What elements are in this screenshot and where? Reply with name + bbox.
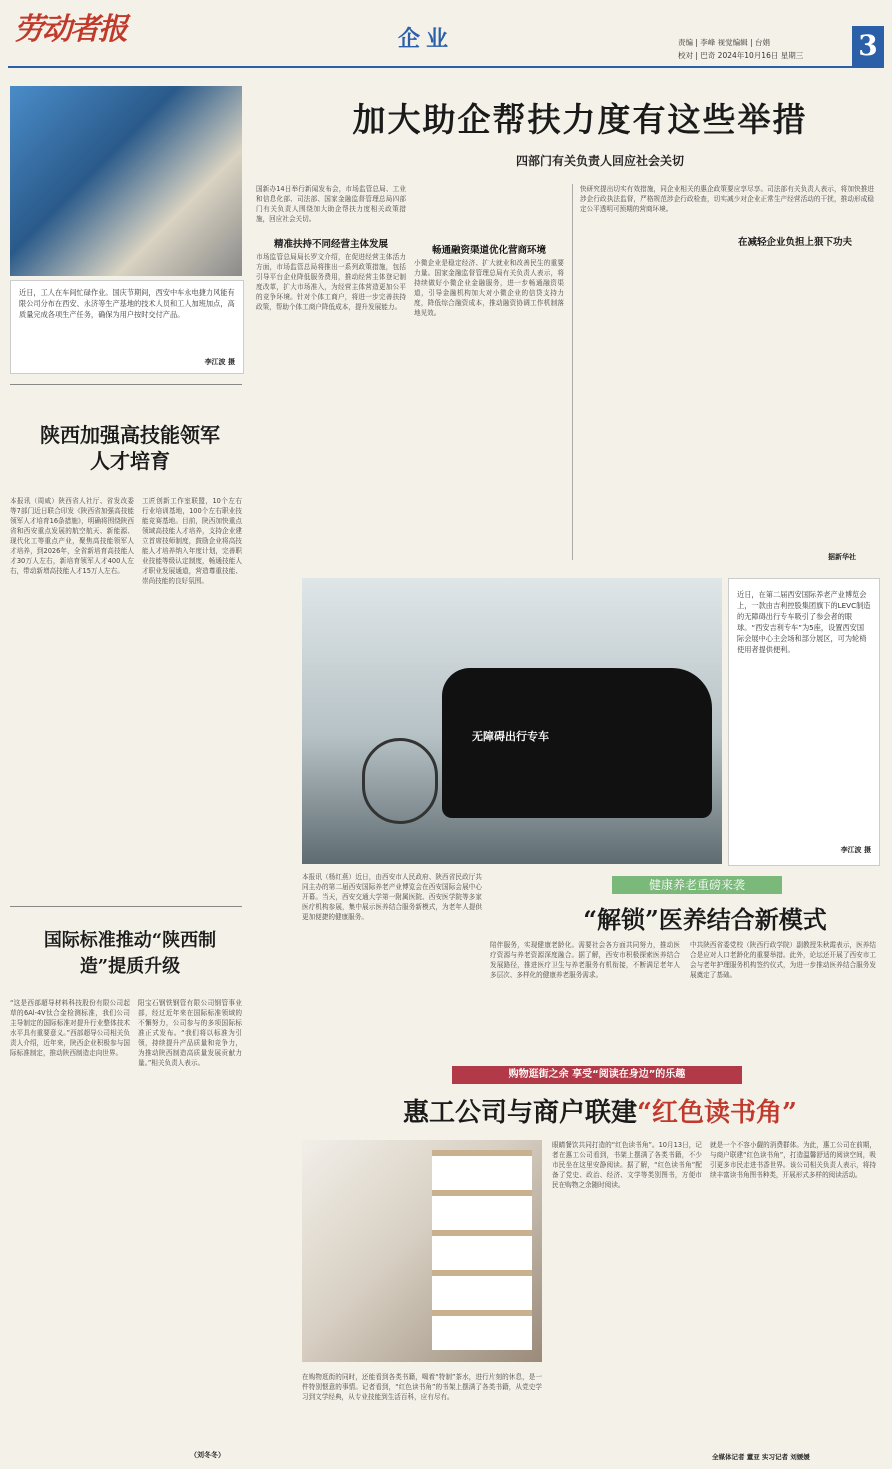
story5-col-c: 在购物逛街的同时，还能看到各类书籍，喝着“特制”茶水，进行片刻的休息，是一件特别惬意的事情。记者看到，“红色读书角”的书架上摆满了各类书籍，从党史学习到文学经典，从专业技能到生活百科，应有尽有。 [302,1373,542,1401]
car-sign: 无障碍出行专车 [472,730,549,743]
photo2-caption-box [728,578,880,866]
story2-title: 陕西加强高技能领军人才培育 [40,423,220,473]
story3-col-b: 阳宝石钢铁钢管有限公司钢管事业部，经过近年来在国际标准领域的不懈努力，公司参与的多项国际标准正式发布。“我们将以标准为引领，持续提升产品质量和竞争力，为推动陕西制造高质量发展贡献力量。”相关负责人表示。 [138,999,242,1067]
top-story-subhead-1: 精准扶持不同经营主体发展 [273,239,388,250]
photo-reading-corner [302,1140,542,1362]
story3-credit: （刘冬冬） [190,1451,225,1459]
top-story-lead: 国新办14日举行新闻发布会，市场监管总局、工业和信息化部、司法部、国家金融监督管理总局四部门有关负责人围绕加大助企帮扶力度相关政策措施，回应社会关切。 [256,185,406,223]
section-title: 企业 [398,26,455,52]
wheelchair [362,738,438,824]
top-story-col-c-2 [720,250,870,550]
top-story-subhead-2: 畅通融资渠道优化营商环境 [431,245,546,256]
story2-col-a: 本报讯（周咸）陕西省人社厅、省发改委等7部门近日联合印发《陕西省加强高技能领军人才培育16条措施》，明确将围绕陕西省和西安重点发展的航空航天、新能源、现代化工等重点产业，聚焦高技能领军人才培养，到2026年，全省新培育高技能人才30万人左右，新培育领军人才400人左右，带动新增高技能人才15万人左右。 [10,497,134,575]
photo2-credit: 李江波 摄 [840,846,871,854]
story5-kicker: 购物逛街之余 享受“阅读在身边”的乐趣 [452,1066,742,1084]
photo1-caption: 近日，工人在车间忙碌作业。国庆节期间，西安中车永电捷力风能有限公司分布在西安、永济等生产基地的技术人员和工人加班加点，高质量完成各项生产任务，确保为用户按时交付产品。 [19,288,235,319]
top-story-subhead-3: 在减轻企业负担上狠下功夫 [737,237,852,248]
top-story-col-c: 快研究提出切实有效措施，同企业相关的惠企政策要应享尽享。司法部有关负责人表示，将加快推进涉企行政执法监督，严格规范涉企行政检查，切实减少对企业正常生产经营活动的干扰，推动形成稳定公平透明可预期的营商环境。 [580,185,874,213]
photo1-caption-box [10,280,244,374]
masthead-logo: 劳动者报 [14,12,126,47]
story4-col-a: 本报讯（杨红燕）近日，由西安市人民政府、陕西省民政厅共同主办的第二届西安国际养老产业博览会在西安国际会展中心开幕。当天，西安交通大学第一附属医院、西安医学院等多家医疗机构参展，集中展示医养结合服务新模式，为老年人提供更加便捷的健康服务。 [302,873,482,921]
divider [10,384,242,385]
story5-col-b: 就是一个不容小觑的消费群体。为此，惠工公司在前期，与商户联建“红色读书角”，打造温馨舒适的阅读空间，吸引更多市民走进书香世界。该公司相关负责人表示，将持续丰富读书角图书种类，开展形式多样的阅读活动。 [710,1141,876,1179]
story4-title: “解锁”医养结合新模式 [583,905,827,934]
meta-line-1: 责编 | 李峰 视觉编辑 | 台娟 [678,38,770,47]
story4-col-c: 中共陕西省委党校（陕西行政学院）副教授朱秋霞表示，医养结合是应对人口老龄化的重要举措。此外，论坛还开展了西安市工会与老年护理服务机构签约仪式，为进一步推动医养结合服务发展奠定了基础。 [690,941,876,979]
story3-col-a: “这是西部超导材料科技股份有限公司起草的6Al-4V钛合金检测标准，我们公司主导制定的国际标准对提升行业整体技术水平具有重要意义。”西部超导公司相关负责人介绍，近年来，陕西企业积极参与国际标准制定，推动陕西制造走向世界。 [10,999,130,1057]
top-story-title: 加大助企帮扶力度有这些举措 [352,100,808,139]
top-story-credit: 据新华社 [828,553,856,561]
story5-col-a: 眼睛餐饮共同打造的“红色读书角”。10月13日，记者在惠工公司看到，书架上摆满了各类书籍，不少市民坐在这里安静阅读。据了解，“红色读书角”配备了党史、政治、经济、文学等类别图书，方便市民在购物之余随时阅读。 [552,1141,702,1189]
page-meta [678,36,838,62]
photo-workshop [10,86,242,276]
photo2-caption: 近日，在第二届西安国际养老产业博览会上，一款由吉利控股集团旗下的LEVC制造的无障碍出行专车吸引了参会者的眼球。“西安吉利专车”为5座，设置西安国际会展中心主会场和部分展区，可为轮椅使用者提供便利。 [737,590,871,654]
story4-kicker: 健康养老重磅来袭 [612,876,782,894]
story4-col-b: 陪伴服务，实现健康老龄化。需要社会各方面共同努力，推动医疗资源与养老资源深度融合。据了解，西安市积极探索医养结合发展路径，推进医疗卫生与养老服务有机衔接，不断满足老年人多层次、多样化的健康养老服务需求。 [490,941,680,979]
story5-title-part1: 惠工公司与商户联建 [403,1098,638,1128]
divider [10,906,242,907]
story5-credit: 全媒体记者 董亚 实习记者 刘媛媛 [712,1453,810,1461]
story2-col-b: 工匠创新工作室联盟，10个左右行业培训基地，100个左右职业技能竞赛基地。目前，陕西加快重点领域高技能人才培养，支持企业建立首席技师制度，鼓励企业将高技能人才培养纳入年度计划，完善职业技能等级认定制度，畅通技能人才职业发展通道，营造尊重技能、崇尚技能的良好氛围。 [142,497,242,585]
photo-car [302,578,722,864]
divider [572,184,573,560]
top-story-col-b: 小微企业是稳定经济、扩大就业和改善民生的重要力量。国家金融监督管理总局有关负责人表示，将持续做好小微企业金融服务，进一步畅通融资渠道，引导金融机构加大对小微企业的信贷支持力度，降低综合融资成本，推动融资协调工作机制落地见效。 [414,259,564,317]
top-story-col-b-lead [414,184,564,228]
top-story-subtitle: 四部门有关负责人回应社会关切 [515,154,684,168]
story5-title [330,1092,870,1129]
story5-title-part2: “红色读书角” [637,1098,797,1128]
top-story-col-a: 市场监管总局局长罗文介绍，在促进经营主体活力方面，市场监管总局将推出一系列政策措施，包括引导平台企业降低服务费用，推动经营主体登记制度改革，扩大市场准入，为经营主体营造更加公平的竞争环境。针对个体工商户，将进一步完善扶持政策，帮助个体工商户降低成本，提升发展能力。 [256,253,406,311]
page-number: 3 [852,26,884,66]
header-rule [8,66,884,68]
photo1-credit: 李江波 摄 [204,358,235,366]
story3-title: 国际标准推动“陕西制造”提质升级 [43,930,217,977]
bookshelf [432,1150,532,1350]
meta-line-2: 校对 | 巴奇 2024年10月16日 星期三 [678,51,804,60]
